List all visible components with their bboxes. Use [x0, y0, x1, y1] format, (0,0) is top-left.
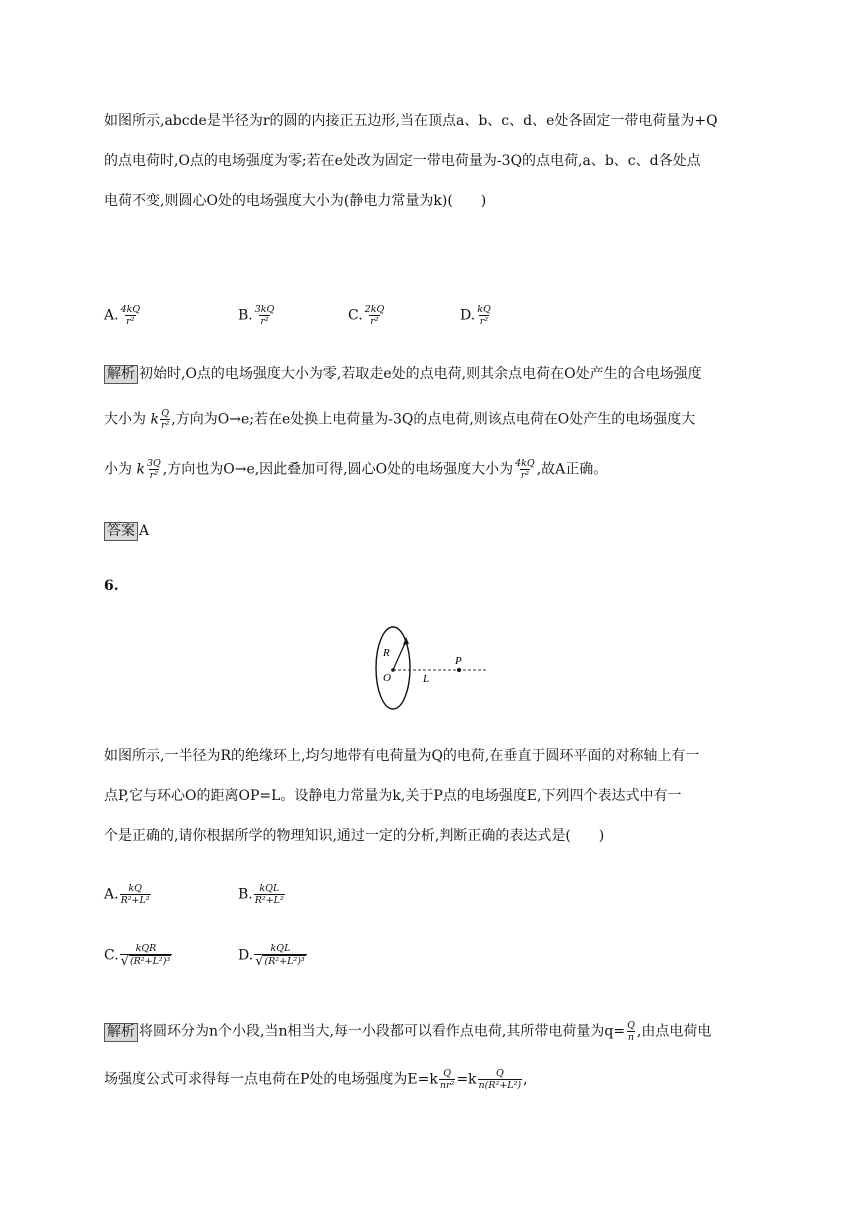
q6-analysis-line-2: 场强度公式可求得每一点电荷在P处的电场强度为E=k $\frac{Q}{\text{nr²}}$ =k $\frac{Q}{\text{n(R²+L²)}}$ , [104, 1068, 528, 1091]
q6-stem-line-1: 如图所示,一半径为R的绝缘环上,均匀地带有电荷量为Q的电荷,在垂直于圆环平面的对称轴上有一 [104, 748, 700, 764]
q5-analysis-line-3: 小为 k $\frac{3Q}{\text{r²}}$ ,方向也为O→e,因此叠加可得,圆心O处的电场强度大小为 $\frac{4kQ}{\text{r²}}$ ,故A正确。 [104, 458, 608, 481]
q6-analysis-line-1: 解析 将圆环分为n个小段,当n相当大,每一小段都可以看作点电荷,其所带电荷量为q= $\frac{Q}{n}$ ,由点电荷电 [104, 1020, 711, 1043]
center-o-dot [391, 668, 395, 672]
q5-option-d[interactable]: D. $\frac{kQ}{\text{r²}}$ [460, 304, 491, 327]
q6-option-a[interactable]: A. $\frac{kQ}{\text{R²+L²}}$ [104, 883, 150, 906]
q6-option-d[interactable]: D. kQL √ (R²+L²)³ [238, 943, 305, 969]
answer-label: 答案 [104, 522, 138, 541]
arrow-head-icon [403, 637, 409, 645]
q5-option-c[interactable]: C. $\frac{2kQ}{\text{r²}}$ [348, 304, 385, 327]
q5-option-a[interactable]: A. $\frac{4kQ}{\text{r²}}$ [104, 304, 141, 327]
q5-answer: 答案 A [104, 521, 149, 541]
point-p-dot [457, 668, 461, 672]
q6-stem-line-2: 点P,它与环心O的距离OP=L。设静电力常量为k,关于P点的电场强度E,下列四个表达式中有一 [104, 788, 682, 804]
q5-option-b[interactable]: B. $\frac{3kQ}{\text{r²}}$ [238, 304, 275, 327]
label-p: P [455, 655, 462, 667]
radius-arrow [393, 641, 406, 670]
charged-ring [376, 627, 410, 709]
label-r: R [383, 647, 390, 659]
q6-option-b[interactable]: B. $\frac{\text{kQL}}{\text{R²+L²}}$ [238, 883, 284, 906]
label-l: L [423, 673, 430, 685]
analysis-label: 解析 [104, 1023, 138, 1042]
label-o: O [383, 672, 391, 684]
ring-figure [370, 624, 492, 714]
q5-analysis-line-1: 解析 初始时,O点的电场强度大小为零,若取走e处的点电荷,则其余点电荷在O处产生的合电场强度 [104, 364, 702, 384]
q6-option-c[interactable]: C. kQR √ (R²+L²)³ [104, 943, 171, 969]
q5-stem-line-3: 电荷不变,则圆心O处的电场强度大小为(静电力常量为k)( ) [104, 193, 487, 209]
q5-analysis-line-2: 大小为 k $\frac{Q}{\text{r²}}$ ,方向为O→e;若在e处换上电荷量为-3Q的点电荷,则该点电荷在O处产生的电场强度大 [104, 408, 696, 431]
analysis-label: 解析 [104, 365, 138, 384]
q5-stem-line-2: 的点电荷时,O点的电场强度为零;若在e处改为固定一带电荷量为-3Q的点电荷,a、b、c、d各处点 [104, 153, 701, 169]
q6-stem-line-3: 个是正确的,请你根据所学的物理知识,通过一定的分析,判断正确的表达式是( ) [104, 828, 605, 844]
q5-stem-line-1: 如图所示,abcde是半径为r的圆的内接正五边形,当在顶点a、b、c、d、e处各固定一带电荷量为+Q [104, 113, 718, 129]
q6-number: 6. [104, 578, 119, 594]
